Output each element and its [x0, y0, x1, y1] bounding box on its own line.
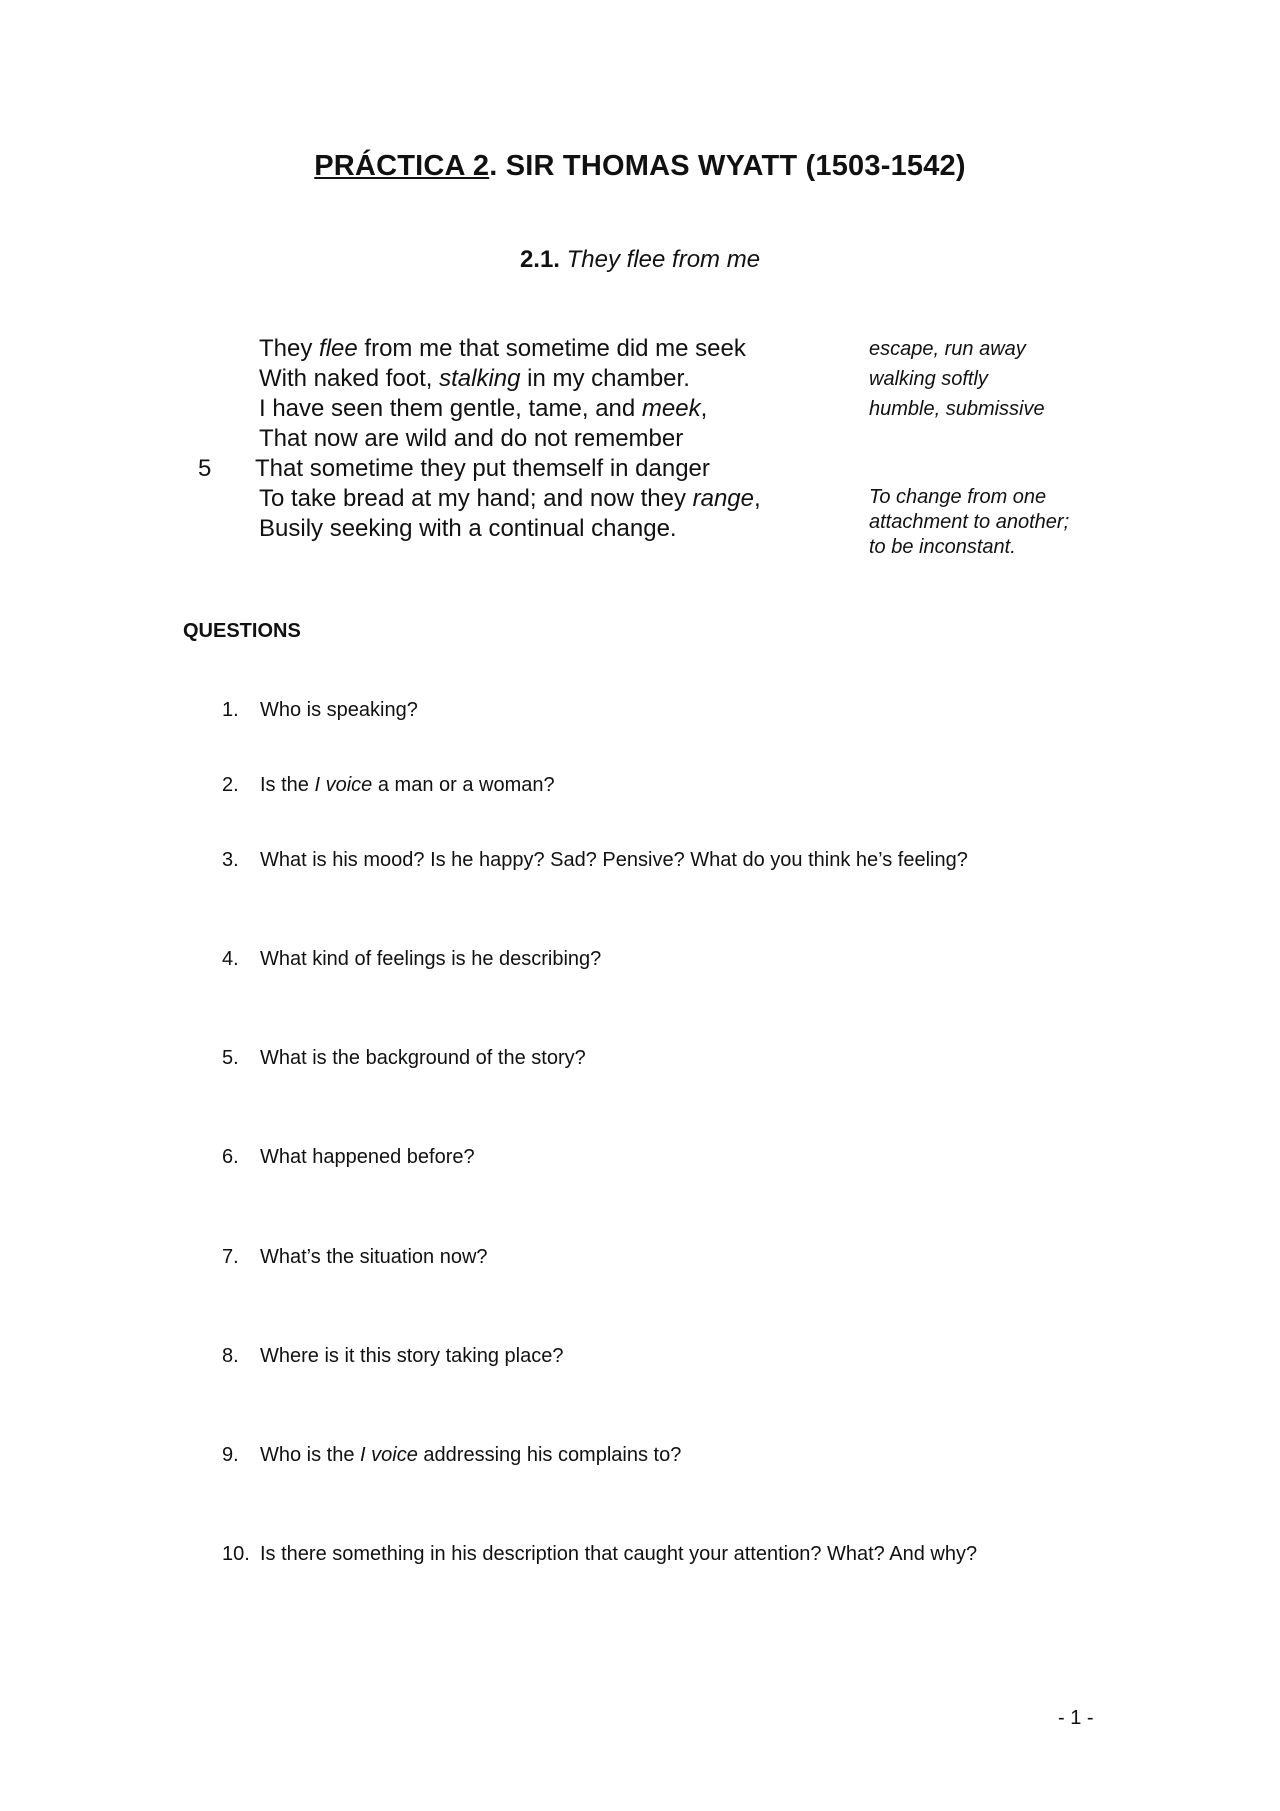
line-text: Busily seeking with a continual change. [259, 515, 677, 542]
poem-line [259, 514, 879, 544]
question-text: addressing his complains to? [417, 1444, 682, 1466]
line-text: , [700, 395, 708, 422]
poem-title: They flee from me [566, 246, 761, 273]
question-item [222, 849, 968, 872]
question-text: Is the [260, 774, 315, 796]
gloss-note: To change from one attachment to another; to be inconstant. [869, 486, 1070, 558]
question-text: Is there something in his description that caught your attention? What? And why? [260, 1543, 978, 1565]
question-text: a man or a woman? [372, 774, 555, 796]
question-text: Who is the [260, 1444, 361, 1466]
question-text: What’s the situation now? [260, 1246, 488, 1268]
question-number: 2. [222, 774, 239, 796]
page-title [0, 150, 1280, 183]
line-text: With naked foot, [259, 365, 440, 392]
question-emphasis: I voice [314, 774, 373, 796]
poem-line [259, 484, 879, 514]
question-item [222, 948, 601, 971]
question-text: What is the background of the story? [260, 1047, 586, 1069]
glossed-word: meek [641, 395, 701, 422]
question-text: Who is speaking? [260, 699, 418, 721]
gloss-note: humble, submissive [869, 398, 1045, 420]
glossed-word: flee [319, 335, 358, 362]
section-number: 2.1. [519, 246, 560, 273]
poem-text [255, 334, 879, 544]
poem-line [259, 364, 879, 394]
questions-heading: QUESTIONS [183, 620, 301, 642]
section-subtitle [0, 246, 1280, 274]
poem-line [259, 424, 879, 454]
line-text: from me that sometime did me seek [357, 335, 746, 362]
question-number: 1. [222, 699, 239, 721]
line-text: That now are wild and do not remember [259, 425, 684, 452]
question-text: Where is it this story taking place? [260, 1345, 564, 1367]
question-text: What kind of feelings is he describing? [260, 948, 602, 970]
line-text: To take bread at my hand; and now they [259, 485, 693, 512]
question-number: 3. [222, 849, 239, 871]
gloss-note: escape, run away [869, 338, 1026, 360]
poem-line-number: 5 [198, 455, 212, 482]
line-text: in my chamber. [520, 365, 690, 392]
poem-line [259, 334, 879, 364]
question-number: 7. [222, 1246, 239, 1268]
line-text: , [754, 485, 761, 512]
question-number: 5. [222, 1047, 239, 1069]
question-number: 9. [222, 1444, 239, 1466]
line-text: I have seen them gentle, tame, and [259, 395, 642, 422]
poem-line [259, 394, 879, 424]
title-author: . SIR THOMAS WYATT (1503-1542) [489, 150, 966, 182]
glossed-word: stalking [439, 365, 521, 392]
glossed-word: range [692, 485, 754, 512]
question-item [222, 1444, 681, 1467]
question-item [222, 1345, 563, 1368]
question-item [222, 1543, 977, 1566]
question-number: 6. [222, 1146, 239, 1168]
question-item [222, 1246, 488, 1269]
question-number: 4. [222, 948, 239, 970]
line-text: That sometime they put themself in danger [255, 455, 710, 482]
question-item [222, 699, 418, 722]
question-item [222, 1047, 586, 1070]
question-text: What happened before? [260, 1146, 475, 1168]
page-number: - 1 - [1058, 1707, 1094, 1729]
question-number: 8. [222, 1345, 239, 1367]
title-practice-label: PRÁCTICA 2 [314, 150, 490, 182]
question-item [222, 774, 555, 797]
question-emphasis: I voice [360, 1444, 418, 1466]
poem-line [255, 454, 879, 484]
question-number: 10. [222, 1543, 250, 1565]
gloss-note: walking softly [869, 368, 988, 390]
question-text: What is his mood? Is he happy? Sad? Pensive? What do you think he’s feeling? [260, 849, 968, 871]
line-text: They [259, 335, 320, 362]
question-item [222, 1146, 475, 1169]
